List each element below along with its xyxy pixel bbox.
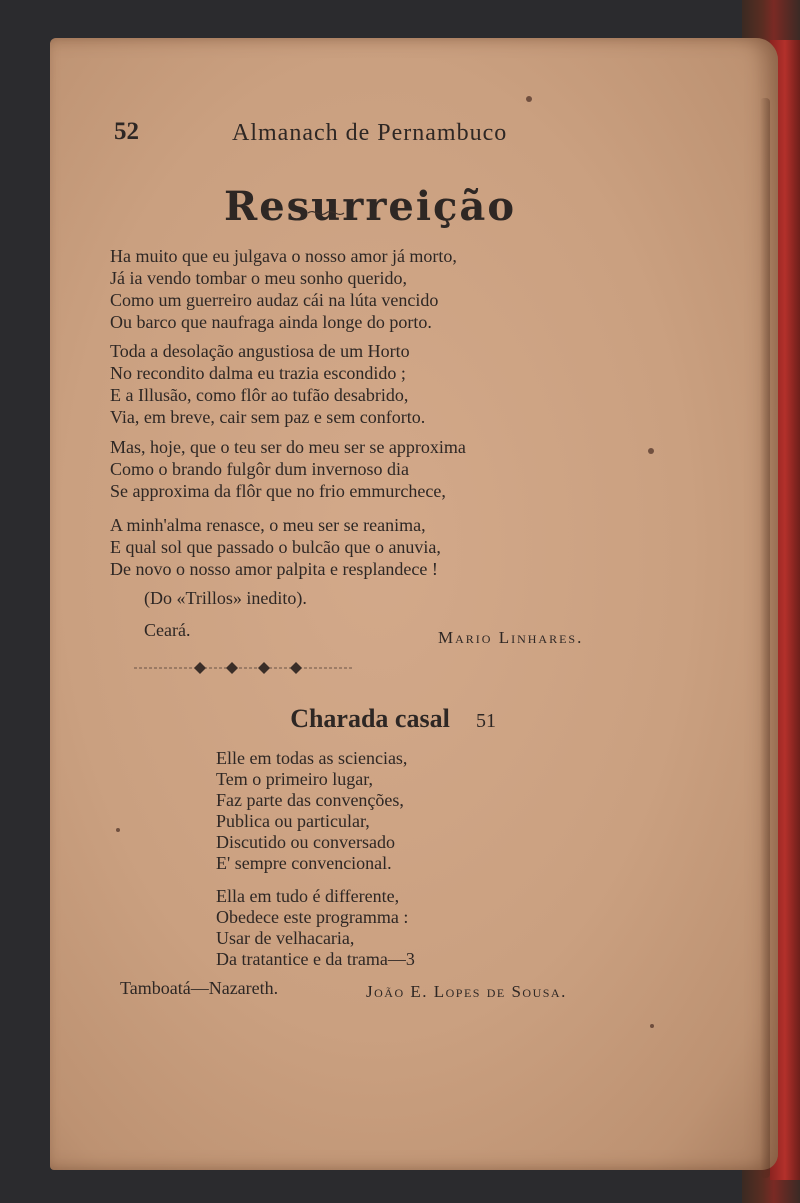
paper-speck <box>526 96 532 102</box>
charada-verse-2 <box>216 886 596 970</box>
verse-line: Ella em tudo é differente, <box>216 886 400 906</box>
poem-line: Como o brando fulgôr dum invernoso dia <box>110 459 409 479</box>
paper-speck <box>648 448 654 454</box>
ornamental-divider-icon <box>134 658 354 678</box>
poem-place: Ceará. <box>144 620 191 640</box>
poem-line: Mas, hoje, que o teu ser do meu ser se approxima <box>110 437 466 457</box>
poem-author: Mario Linhares. <box>438 628 584 647</box>
poem-line: A minh'alma renasce, o meu ser se reanima, <box>110 515 426 535</box>
book-page <box>50 38 778 1170</box>
stanza-4 <box>110 514 610 580</box>
page-number: 52 <box>114 118 139 145</box>
charada-place: Tamboatá—Nazareth. <box>120 978 279 998</box>
stanza-1 <box>110 245 610 333</box>
verse-line: Faz parte das convenções, <box>216 790 404 810</box>
page-header <box>114 118 634 158</box>
poem-line: Toda a desolação angustiosa de um Horto <box>110 341 410 361</box>
verse-line: Publica ou particular, <box>216 811 370 831</box>
poem-source: (Do «Trillos» inedito). <box>144 588 307 608</box>
poem-title-block <box>50 183 690 230</box>
page-curl-shadow <box>760 98 770 1178</box>
charada-title: Charada casal <box>290 704 450 733</box>
verse-line: Discutido ou conversado <box>216 832 395 852</box>
poem-line: Já ia vendo tombar o meu sonho querido, <box>110 268 407 288</box>
title-flourish-icon <box>306 208 346 218</box>
poem-line: Ou barco que naufraga ainda longe do porto. <box>110 312 432 332</box>
poem-title: Resurreição <box>223 183 517 230</box>
poem-line: E qual sol que passado o bulcão que o anuvia, <box>110 537 441 557</box>
verse-line: Elle em todas as sciencias, <box>216 748 408 768</box>
stanza-3 <box>110 436 610 502</box>
poem-line: Via, em breve, cair sem paz e sem conforto. <box>110 407 426 427</box>
running-head: Almanach de Pernambuco <box>232 120 508 146</box>
verse-line: Obedece este programma : <box>216 907 409 927</box>
poem-line: Se approxima da flôr que no frio emmurchece, <box>110 481 446 501</box>
paper-speck <box>116 828 120 832</box>
poem-line: Como um guerreiro audaz cái na lúta vencido <box>110 290 439 310</box>
stanza-2 <box>110 340 610 428</box>
charada-author: João E. Lopes de Sousa. <box>366 982 567 1001</box>
poem-line: No recondito dalma eu trazia escondido ; <box>110 363 406 383</box>
verse-line: Da tratantice e da trama—3 <box>216 949 415 969</box>
charada-number: 51 <box>476 710 496 732</box>
verse-line: E' sempre convencional. <box>216 853 392 873</box>
verse-line: Usar de velhacaria, <box>216 928 355 948</box>
verse-line: Tem o primeiro lugar, <box>216 769 373 789</box>
paper-speck <box>650 1024 654 1028</box>
poem-line: E a Illusão, como flôr ao tufão desabrido, <box>110 385 409 405</box>
charada-verse-1 <box>216 748 596 874</box>
poem-line: De novo o nosso amor palpita e resplandece ! <box>110 559 438 579</box>
poem-line: Ha muito que eu julgava o nosso amor já morto, <box>110 246 457 266</box>
